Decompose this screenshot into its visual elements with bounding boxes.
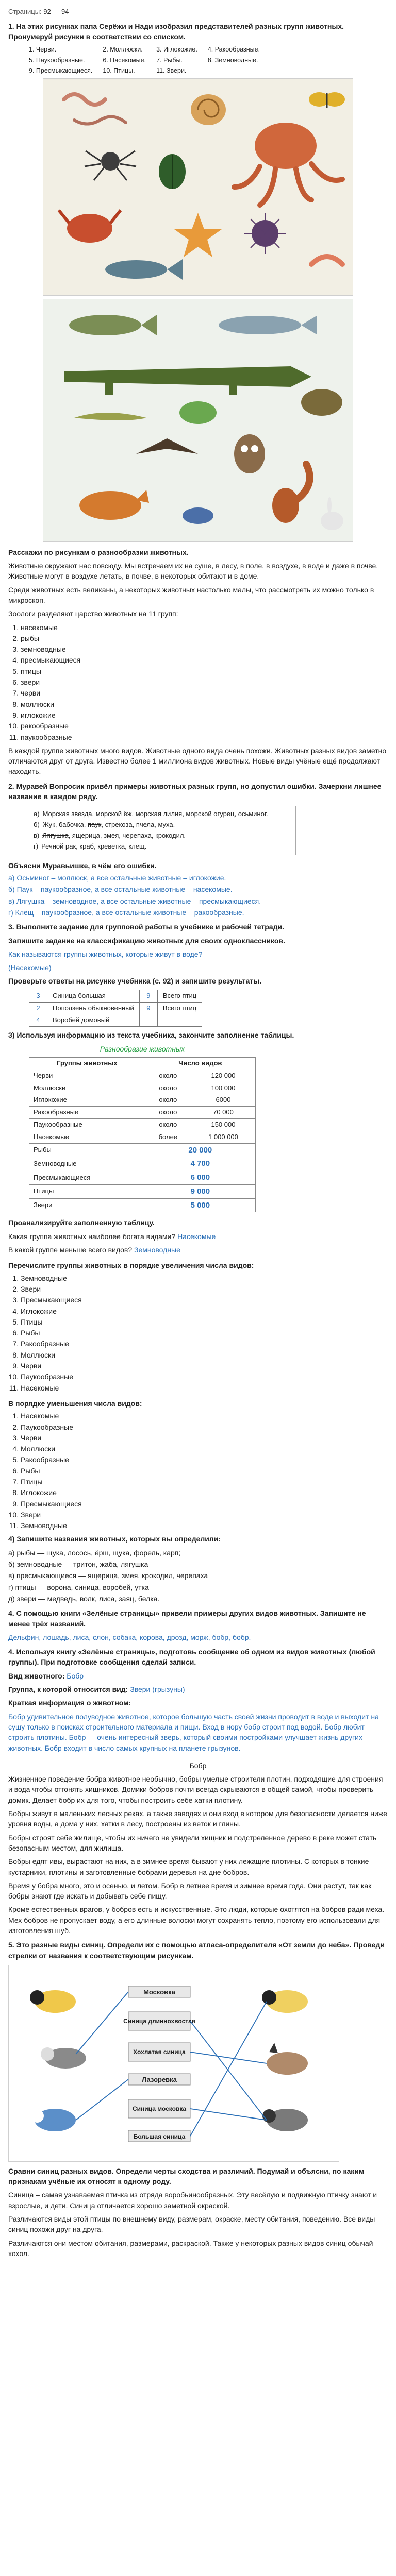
species-qualifier: около (145, 1094, 191, 1107)
order-item: 1. Земноводные (21, 1273, 388, 1283)
identified-row: б) земноводные — тритон, жаба, лягушка (8, 1560, 148, 1569)
species-count: 4 700 (145, 1157, 255, 1171)
row-text: Жук, бабочка, (42, 821, 88, 829)
row-text-end: , стрекоза, пчела, муха. (101, 821, 175, 829)
species-group: Иглокожие (29, 1094, 145, 1107)
answer-intro-p4: В каждой группе животных много видов. Животные одного вида очень похожи. Животных разных видов заметно отличаются друг от друга. Известно более 1 миллиона видов животных. Новые виды учёные ещё продолжают находить. (8, 746, 387, 776)
order-item: 2. Паукообразные (21, 1422, 388, 1432)
species-qualifier: более (145, 1131, 191, 1143)
task-5-tail-p3: Различаются они местом обитания, размерами, раскраской. Также у некоторых разных видов синиц обычай хохол. (8, 2239, 373, 2258)
task-3-3 (8, 1030, 388, 1040)
animals-illustration-2 (43, 299, 353, 542)
task-2-explain-list (8, 873, 388, 918)
row-struck-word: осьминог (238, 810, 266, 818)
report-p1: Жизненное поведение бобра животное необычно, бобры умелые строители плотин, подходящие для строения и вода чтобы отгонять хищников. Домики бобров почти всегда скрываются в общей самой, чтобы проверить домик. Делает бобр их для того, чтобы построить себе хатки плотину. (8, 1775, 383, 1804)
task-3-3-text: 3) Используя информацию из текста учебника, закончите заполнение таблицы. (8, 1031, 294, 1040)
task-5-tail-head (8, 2166, 388, 2187)
col-head: Группы животных (29, 1057, 145, 1070)
col-head: Число видов (145, 1057, 255, 1070)
q2-answer: Земноводные (134, 1246, 180, 1255)
task-5 (8, 1940, 388, 1961)
row-struck-word: паук (88, 821, 102, 829)
results-row (29, 1002, 202, 1014)
result-label: Воробей домовый (47, 1014, 140, 1027)
tit-label: Лазоревка (142, 2075, 177, 2083)
order-item: 6. Рыбы (21, 1328, 388, 1338)
order-item: 11. Земноводные (21, 1520, 388, 1531)
row-key: б) (34, 821, 40, 829)
order-item: 2. Звери (21, 1284, 388, 1294)
task-4-num: 4. (8, 1609, 14, 1618)
species-count: 5 000 (145, 1198, 255, 1212)
report-p5: Время у бобра много, это и осенью, и летом. Бобр в летнее время и зимнее время года. Они растут, так как бобры знают где искать и добывать себе пищу. (8, 1881, 372, 1901)
group-item: 8. моллюски (21, 699, 388, 709)
group-item: 2. рыбы (21, 633, 388, 643)
task-2-rows (29, 806, 296, 855)
order-item: 7. Ракообразные (21, 1338, 388, 1349)
q1-text: Какая группа животных наиболее богата видами? (8, 1232, 176, 1241)
order-item: 4. Иглокожие (21, 1306, 388, 1316)
species-row (29, 1184, 256, 1198)
list-increase-heading: Перечислите группы животных в порядке увеличения числа видов: (8, 1261, 254, 1270)
result-count: 9 (139, 1002, 157, 1014)
report-p4: Бобры едят ивы, вырастают на них, а в зимнее время бывают у них лежащие плотины. С которых в тонкие кустарники, плотины и заготовленные бобрами деревья на дне бобров. (8, 1857, 369, 1876)
task-5-tail-p1: Синица – самая узнаваемая птичка из отряда воробьинообразных. Эту весёлую и подвижную птичку знают и взрослые, и дети. Синица отличается хорошо заметной окраской. (8, 2191, 377, 2210)
species-row (29, 1070, 256, 1082)
species-group: Паукообразные (29, 1119, 145, 1131)
group-item: 3. земноводные (21, 644, 388, 654)
species-table-body (29, 1070, 256, 1212)
species-row (29, 1171, 256, 1185)
groups-legend (29, 45, 388, 75)
legend-item: 7. Рыбы. (156, 56, 183, 64)
species-group: Птицы (29, 1184, 145, 1198)
list-increase (8, 1273, 388, 1393)
result-label (157, 1014, 202, 1027)
result-label: Синица большая (47, 990, 140, 1002)
group-item: 1. насекомые (21, 622, 388, 633)
tit-label: Синица длиннохвостая (123, 2017, 195, 2025)
row-key: а) (34, 810, 40, 818)
species-group: Моллюски (29, 1082, 145, 1094)
legend-item: 10. Птицы. (103, 66, 135, 74)
row-text: Морская звезда, морской ёж, морская лилия, морской огурец, (42, 810, 238, 818)
identified-row: д) звери — медведь, волк, лиса, заяц, белка. (8, 1594, 160, 1603)
order-item: 9. Пресмыкающиеся (21, 1499, 388, 1509)
legend-item: 8. Земноводные. (207, 56, 258, 64)
species-count: 6000 (191, 1094, 255, 1107)
task-2-text: Муравей Вопросик привёл примеры животных разных групп, но допустил ошибки. Зачеркни лишнее название в каждом ряду. (8, 782, 382, 801)
result-label: Всего птиц (157, 990, 202, 1002)
task-3-sub1-answer: Как называются группы животных, которые живут в воде? (8, 950, 203, 958)
order-item: 5. Птицы (21, 1317, 388, 1327)
group-item: 10. ракообразные (21, 721, 388, 731)
species-qualifier: около (145, 1070, 191, 1082)
task-2-row-a (34, 809, 291, 819)
species-count: 70 000 (191, 1107, 255, 1119)
task-3-sub1-text: Запишите задание на классификацию животных для своих одноклассников. (8, 936, 285, 945)
explain-item: г) Клещ – паукообразное, а все остальные животные – ракообразные. (8, 908, 244, 917)
species-count: 120 000 (191, 1070, 255, 1082)
species-row (29, 1119, 256, 1131)
species-count: 150 000 (191, 1119, 255, 1131)
species-group: Насекомые (29, 1131, 145, 1143)
row-text: Речной рак, краб, креветка, (41, 842, 129, 850)
species-table (29, 1057, 256, 1213)
q2-text: В какой группе меньше всего видов? (8, 1246, 133, 1255)
group-item: 7. черви (21, 688, 388, 698)
group-line (8, 1684, 388, 1694)
identified-row: г) птицы — ворона, синица, воробей, утка (8, 1583, 149, 1591)
species-row (29, 1157, 256, 1171)
order-item: 9. Черви (21, 1361, 388, 1371)
row-text-end: . (266, 810, 268, 818)
explain-item: а) Осьминог – моллюск, а все остальные животные – иглокожие. (8, 874, 226, 883)
legend-item: 11. Звери. (156, 66, 187, 74)
q1-answer: Насекомые (177, 1232, 216, 1241)
task-3-sub1-answer2: (Насекомые) (8, 963, 52, 972)
group-item: 11. паукообразные (21, 732, 388, 742)
explain-item: в) Лягушка – земноводное, а все остальные животные – пресмыкающиеся. (8, 896, 261, 905)
species-group: Звери (29, 1198, 145, 1212)
task-4-text: С помощью книги «Зелёные страницы» привели примеры других видов животных. Запишите не менее трёх названий. (8, 1609, 366, 1628)
task-1 (8, 21, 388, 42)
species-row (29, 1107, 256, 1119)
tit-label: Московка (143, 1988, 175, 1996)
identified-row: а) рыбы — щука, лосось, ёрш, щука, форель, карп; (8, 1548, 181, 1557)
task-2-row-d (34, 842, 291, 852)
species-row (29, 1131, 256, 1143)
task-2 (8, 781, 388, 802)
tit-label: Хохлатая синица (133, 2048, 186, 2056)
result-label: Всего птиц (157, 1002, 202, 1014)
identified-animals (8, 1548, 388, 1604)
report-p6: Кроме естественных врагов, у бобров есть и искусственные. Это люди, которые охотятся на бобров ради меха. Мех бобров не пропускает воду, а его длинные волоски могут сохранять тепло, поэтому его использовали для изготовления шуб. (8, 1905, 385, 1935)
order-item: 11. Насекомые (21, 1383, 388, 1393)
tail-head-text: Сравни синиц разных видов. Определи черты сходства и различий. Подумай и объясни, по каким признакам учёные их относят к одному роду. (8, 2166, 365, 2186)
row-struck-word: клещ (128, 842, 145, 850)
order-item: 7. Птицы (21, 1477, 388, 1487)
task-2-row-c (34, 831, 291, 841)
task-3-num: 3. (8, 923, 14, 931)
task-4b-text: Используя книгу «Зелёные страницы», подготовь сообщение об одном из видов животных (любой группы). При подготовке сообщения сделай записи. (8, 1648, 375, 1667)
legend-item: 9. Пресмыкающиеся. (29, 66, 93, 74)
pages-range: 92 — 94 (43, 8, 69, 15)
task-4b (8, 1647, 388, 1668)
list-decrease-heading: В порядке уменьшения числа видов: (8, 1399, 142, 1408)
row-text-end: , ящерица, змея, черепаха, крокодил. (68, 832, 186, 840)
species-group: Пресмыкающиеся (29, 1171, 145, 1185)
species-group: Ракообразные (29, 1107, 145, 1119)
task-3-text: Выполните задание для групповой работы в учебнике и рабочей тетради. (16, 923, 284, 931)
info-label: Краткая информация о животном: (8, 1699, 131, 1707)
species-value: Бобр (67, 1671, 84, 1680)
group-item: 5. птицы (21, 666, 388, 676)
row-key: в) (34, 832, 40, 840)
result-count: 2 (29, 1002, 47, 1014)
result-count: 9 (139, 990, 157, 1002)
results-table (29, 990, 202, 1027)
species-table-header (29, 1057, 256, 1070)
result-count (139, 1014, 157, 1027)
order-item: 3. Черви (21, 1433, 388, 1443)
result-label: Поползень обыкновенный (47, 1002, 140, 1014)
species-row (29, 1094, 256, 1107)
animals-illustration-1 (43, 78, 353, 296)
task-3-4-heading: Проанализируйте заполненную таблицу. (8, 1218, 155, 1227)
task-3-5 (8, 1534, 388, 1544)
results-row (29, 1014, 202, 1027)
species-line (8, 1671, 388, 1681)
task-2-row-b (34, 820, 291, 830)
report-p2: Бобры живут в маленьких лесных реках, а также заводях и они вход в котором для безопасности делается ниже уровня воды, а дома у них, хатки в лесу, построены из веток и глины. (8, 1809, 387, 1828)
task-3-sub2-text: Проверьте ответы на рисунке учебника (с. 92) и запишите результаты. (8, 977, 261, 986)
pages-label: Страницы: (8, 8, 42, 15)
species-row (29, 1198, 256, 1212)
report-p3: Бобры строят себе жилище, чтобы их ничего не увидели хищник и подстреленное дерево в реке может стать безопасным местом, для жилища. (8, 1833, 377, 1852)
results-row (29, 990, 202, 1002)
pages-bar (8, 7, 388, 17)
order-item: 8. Моллюски (21, 1350, 388, 1360)
species-group: Рыбы (29, 1143, 145, 1157)
task-3-sub2 (8, 976, 388, 986)
order-item: 10. Звери (21, 1510, 388, 1520)
species-qualifier: около (145, 1082, 191, 1094)
task-4-answer: Дельфин, лошадь, лиса, слон, собака, корова, дрозд, морж, бобр, бобр. (8, 1633, 251, 1641)
task-5-tail-p2: Различаются виды этой птицы по внешнему виду, размерам, окраске, месту обитания, поведению. Все виды синиц похожи друг на друга. (8, 2215, 375, 2234)
species-row (29, 1082, 256, 1094)
species-label: Вид животного: (8, 1671, 65, 1680)
row-key: г) (34, 842, 39, 850)
species-count: 1 000 000 (191, 1131, 255, 1143)
task-4 (8, 1608, 388, 1629)
task-4b-num: 4. (8, 1648, 14, 1656)
species-qualifier: около (145, 1119, 191, 1131)
task-5-num: 5. (8, 1941, 14, 1950)
explain-item: б) Паук – паукообразное, а все остальные животные – насекомые. (8, 885, 233, 894)
group-value: Звери (грызуны) (130, 1685, 185, 1694)
order-item: 8. Иглокожие (21, 1487, 388, 1498)
report-title: Бобр (189, 1761, 207, 1770)
species-count: 20 000 (145, 1143, 255, 1157)
legend-item: 6. Насекомые. (103, 56, 146, 64)
order-item: 3. Пресмыкающиеся (21, 1295, 388, 1305)
task-5-text: Это разные виды синиц. Определи их с помощью атласа-определителя «От земли до неба». Проведи стрелки от названия к соответствующим рисункам. (8, 1941, 385, 1960)
task-3-5-text: 4) Запишите названия животных, которых вы определили: (8, 1535, 221, 1544)
answer-intro-p3: Зоологи разделяют царство животных на 11 групп: (8, 609, 178, 618)
answer-intro-heading: Расскажи по рисункам о разнообразии животных. (8, 548, 189, 556)
info-text: Бобр удивительное полуводное животное, которое большую часть своей жизни проводит в воде и выходит на сушу только в поисках строительного материала и пищи. Вход в нору бобр строит под водой. Бобр любит строить плотины. Бобр — очень интересный зверь, который своими постройками улучшает жизнь других животных. Бобр входит в число самых крупных на планете грызунов. (8, 1712, 379, 1752)
order-item: 10. Паукообразные (21, 1371, 388, 1382)
list-decrease (8, 1411, 388, 1531)
order-item: 5. Ракообразные (21, 1454, 388, 1465)
tits-diagram (8, 1965, 339, 2162)
species-row (29, 1143, 256, 1157)
answer-intro-p2: Среди животных есть великаны, а некоторых животных настолько малы, что рассмотреть их можно только в микроскоп. (8, 585, 374, 604)
legend-item: 2. Моллюски. (103, 46, 143, 54)
info-line (8, 1698, 388, 1708)
identified-row: в) пресмыкающиеся — ящерица, змея, крокодил, черепаха (8, 1571, 208, 1580)
tit-label: Большая синица (133, 2132, 186, 2140)
group-label: Группа, к которой относится вид: (8, 1685, 128, 1694)
task-2-explain-heading: Объясни Муравьишке, в чём его ошибки. (8, 861, 157, 870)
result-count: 3 (29, 990, 47, 1002)
legend-item: 3. Иглокожие. (156, 46, 197, 54)
task-3-4-q1 (8, 1231, 388, 1242)
task-1-text: На этих рисунках папа Серёжи и Нади изобразил представителей разных групп животных. Пронумеруй рисунки в соответствии со списком. (8, 22, 344, 41)
tit-label: Синица московка (133, 2105, 186, 2112)
row-struck-word: Лягушка (42, 832, 69, 840)
row-text-end: . (144, 842, 147, 850)
legend-item: 4. Ракообразные. (207, 46, 260, 54)
group-item: 4. пресмыкающиеся (21, 655, 388, 665)
group-item: 6. звери (21, 677, 388, 687)
species-group: Земноводные (29, 1157, 145, 1171)
task-3-4-q2 (8, 1245, 388, 1255)
order-item: 1. Насекомые (21, 1411, 388, 1421)
order-item: 4. Моллюски (21, 1444, 388, 1454)
task-3 (8, 922, 388, 932)
species-count: 6 000 (145, 1171, 255, 1185)
order-item: 6. Рыбы (21, 1466, 388, 1476)
groups-list (8, 622, 388, 742)
task-1-num: 1. (8, 22, 14, 30)
legend-item: 5. Паукообразные. (29, 56, 85, 64)
species-count: 9 000 (145, 1184, 255, 1198)
species-group: Черви (29, 1070, 145, 1082)
answer-intro-p1: Животные окружают нас повсюду. Мы встречаем их на суше, в лесу, в поле, в воздухе, в воде и даже в почве. Животные могут в воздухе летать, в почве, в некоторых обитают и в доме. (8, 562, 378, 581)
group-item: 9. иглокожие (21, 710, 388, 720)
task-3-sub1 (8, 936, 388, 946)
species-table-caption: Разнообразие животных (100, 1044, 185, 1053)
result-count: 4 (29, 1014, 47, 1027)
species-qualifier: около (145, 1107, 191, 1119)
species-count: 100 000 (191, 1082, 255, 1094)
task-2-num: 2. (8, 782, 14, 790)
legend-item: 1. Черви. (29, 46, 57, 54)
